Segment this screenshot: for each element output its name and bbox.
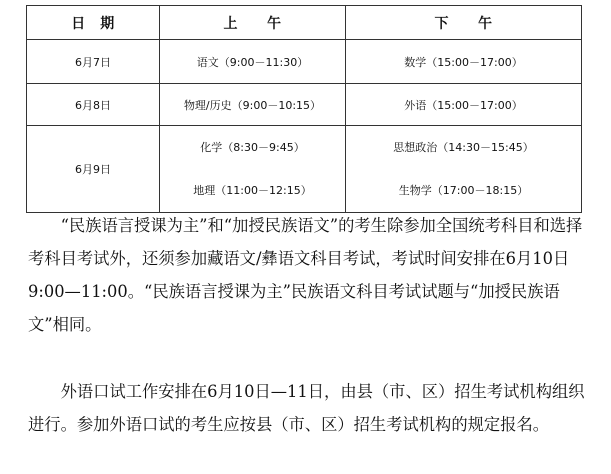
header-date: 日 期 bbox=[27, 6, 160, 40]
afternoon-exam: 生物学（17:00－18:15） bbox=[398, 183, 529, 197]
morning-exam: 语文（9:00－11:30） bbox=[160, 40, 346, 84]
table-row bbox=[27, 126, 582, 213]
paragraph-oral-foreign-language-exam: 外语口试工作安排在6月10日—11日，由县（市、区）招生考试机构组织进行。参加外语口试的考生应按县（市、区）招生考试机构的规定报名。 bbox=[28, 382, 585, 434]
afternoon-cell bbox=[346, 126, 582, 213]
header-morning: 上 午 bbox=[160, 6, 346, 40]
afternoon-exam: 数学（15:00－17:00） bbox=[346, 40, 582, 84]
row-date: 6月9日 bbox=[27, 126, 160, 213]
morning-exam: 化学（8:30－9:45） bbox=[200, 140, 305, 154]
row-date: 6月8日 bbox=[27, 84, 160, 126]
afternoon-exam: 思想政治（14:30－15:45） bbox=[393, 140, 534, 154]
morning-cell bbox=[160, 126, 346, 213]
morning-exam: 地理（11:00－12:15） bbox=[193, 183, 312, 197]
table-row bbox=[27, 84, 582, 126]
paragraph-ethnic-language-exam: “民族语言授课为主”和“加授民族语文”的考生除参加全国统考科目和选择考科目考试外，还须参加藏语文/彝语文科目考试，考试时间安排在6月10日9:00—11:00。“民族语言授课为主”民族语文科目考试试题与“加授民族语文”相同。 bbox=[28, 216, 583, 334]
morning-exam: 物理/历史（9:00－10:15） bbox=[160, 84, 346, 126]
exam-schedule-table bbox=[26, 5, 582, 213]
row-date: 6月7日 bbox=[27, 40, 160, 84]
table-row bbox=[27, 40, 582, 84]
table-header-row bbox=[27, 6, 582, 40]
header-afternoon: 下 午 bbox=[346, 6, 582, 40]
afternoon-exam: 外语（15:00－17:00） bbox=[346, 84, 582, 126]
